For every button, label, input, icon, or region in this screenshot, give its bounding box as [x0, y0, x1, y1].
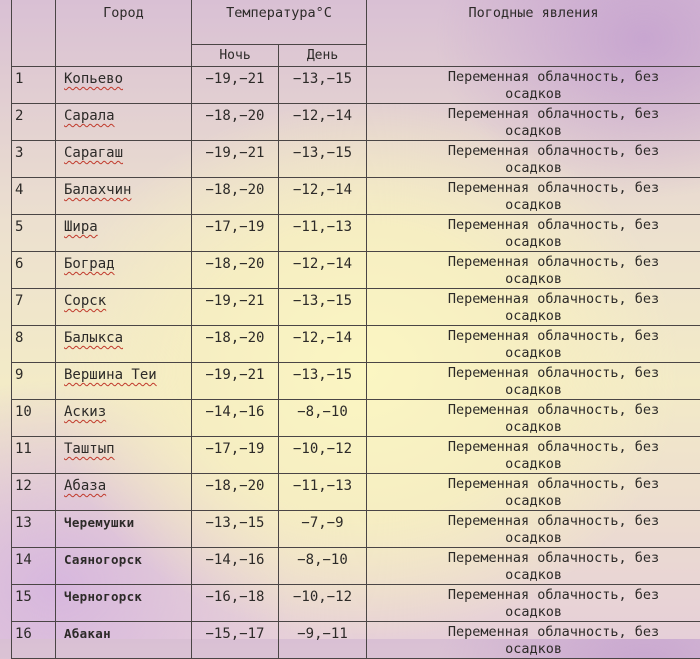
- weather-table: [11, 0, 700, 659]
- city-cell: [56, 141, 192, 178]
- row-number: 14: [12, 548, 56, 585]
- weather-cell: [367, 215, 700, 252]
- city-cell: [56, 437, 192, 474]
- table-row: [12, 326, 700, 363]
- city-cell: [56, 289, 192, 326]
- weather-line-1: Переменная облачность, без: [367, 217, 700, 234]
- city-name: Абакан: [64, 626, 111, 641]
- city-name: Балыкса: [64, 330, 123, 346]
- weather-line-2: осадков: [367, 160, 700, 177]
- day-temp: −8,−10: [279, 548, 367, 585]
- city-cell: [56, 622, 192, 659]
- row-number: 8: [12, 326, 56, 363]
- day-temp: −8,−10: [279, 400, 367, 437]
- day-temp: −10,−12: [279, 437, 367, 474]
- row-number: 5: [12, 215, 56, 252]
- phenomena-header-label: Погодные явления: [367, 5, 700, 21]
- night-temp: −14,−16: [192, 548, 279, 585]
- weather-line-1: Переменная облачность, без: [367, 624, 700, 641]
- row-number: 10: [12, 400, 56, 437]
- row-number: 11: [12, 437, 56, 474]
- day-header: День: [279, 45, 367, 67]
- night-temp: −18,−20: [192, 104, 279, 141]
- weather-line-1: Переменная облачность, без: [367, 106, 700, 123]
- night-temp: −15,−17: [192, 622, 279, 659]
- row-number: 13: [12, 511, 56, 548]
- night-temp: −19,−21: [192, 289, 279, 326]
- city-cell: [56, 178, 192, 215]
- weather-line-1: Переменная облачность, без: [367, 254, 700, 271]
- table-row: [12, 289, 700, 326]
- city-cell: [56, 474, 192, 511]
- weather-line-1: Переменная облачность, без: [367, 328, 700, 345]
- weather-cell: [367, 474, 700, 511]
- weather-cell: [367, 511, 700, 548]
- weather-line-2: осадков: [367, 493, 700, 510]
- day-temp: −13,−15: [279, 363, 367, 400]
- city-name: Сарала: [64, 108, 115, 124]
- city-name: Копьево: [64, 71, 123, 87]
- table-row: [12, 104, 700, 141]
- night-temp: −19,−21: [192, 141, 279, 178]
- table-row: [12, 511, 700, 548]
- city-cell: [56, 511, 192, 548]
- day-temp: −10,−12: [279, 585, 367, 622]
- city-cell: [56, 215, 192, 252]
- table-row: [12, 622, 700, 659]
- day-temp: −12,−14: [279, 252, 367, 289]
- row-number: 12: [12, 474, 56, 511]
- city-cell: [56, 104, 192, 141]
- night-temp: −18,−20: [192, 326, 279, 363]
- weather-cell: [367, 178, 700, 215]
- weather-line-1: Переменная облачность, без: [367, 587, 700, 604]
- table-row: [12, 437, 700, 474]
- weather-line-1: Переменная облачность, без: [367, 439, 700, 456]
- table-row: [12, 67, 700, 104]
- weather-cell: [367, 437, 700, 474]
- city-name: Шира: [64, 219, 98, 235]
- weather-line-1: Переменная облачность, без: [367, 69, 700, 86]
- weather-line-1: Переменная облачность, без: [367, 180, 700, 197]
- night-temp: −18,−20: [192, 474, 279, 511]
- weather-line-2: осадков: [367, 123, 700, 140]
- weather-line-1: Переменная облачность, без: [367, 365, 700, 382]
- night-temp: −19,−21: [192, 363, 279, 400]
- row-number: 4: [12, 178, 56, 215]
- table-row: [12, 215, 700, 252]
- table-row: [12, 474, 700, 511]
- weather-cell: [367, 548, 700, 585]
- header-row: [12, 0, 700, 45]
- city-cell: [56, 252, 192, 289]
- weather-line-2: осадков: [367, 604, 700, 621]
- weather-line-2: осадков: [367, 456, 700, 473]
- temperature-header-label: Температура°С: [192, 5, 366, 21]
- weather-line-2: осадков: [367, 345, 700, 362]
- night-temp: −17,−19: [192, 437, 279, 474]
- night-temp: −13,−15: [192, 511, 279, 548]
- weather-cell: [367, 289, 700, 326]
- table-row: [12, 400, 700, 437]
- day-temp: −11,−13: [279, 215, 367, 252]
- city-cell: [56, 326, 192, 363]
- night-temp: −17,−19: [192, 215, 279, 252]
- table-body: [12, 67, 700, 659]
- table-row: [12, 548, 700, 585]
- table-row: [12, 178, 700, 215]
- weather-line-1: Переменная облачность, без: [367, 143, 700, 160]
- weather-line-2: осадков: [367, 197, 700, 214]
- city-name: Абаза: [64, 478, 106, 494]
- row-number: 1: [12, 67, 56, 104]
- city-name: Сорск: [64, 293, 106, 309]
- city-header: [56, 0, 192, 67]
- day-temp: −7,−9: [279, 511, 367, 548]
- city-cell: [56, 548, 192, 585]
- weather-line-2: осадков: [367, 567, 700, 584]
- day-temp: −12,−14: [279, 326, 367, 363]
- weather-cell: [367, 141, 700, 178]
- weather-line-1: Переменная облачность, без: [367, 291, 700, 308]
- weather-cell: [367, 622, 700, 659]
- city-cell: [56, 585, 192, 622]
- day-temp: −13,−15: [279, 289, 367, 326]
- day-temp: −9,−11: [279, 622, 367, 659]
- weather-cell: [367, 326, 700, 363]
- weather-line-2: осадков: [367, 641, 700, 658]
- weather-line-1: Переменная облачность, без: [367, 402, 700, 419]
- night-temp: −14,−16: [192, 400, 279, 437]
- temperature-header: [192, 0, 367, 45]
- night-temp: −16,−18: [192, 585, 279, 622]
- day-temp: −13,−15: [279, 67, 367, 104]
- day-temp: −11,−13: [279, 474, 367, 511]
- city-header-label: Город: [56, 5, 191, 21]
- weather-line-2: осадков: [367, 271, 700, 288]
- weather-cell: [367, 104, 700, 141]
- phenomena-header: [367, 0, 700, 67]
- row-number: 3: [12, 141, 56, 178]
- city-cell: [56, 400, 192, 437]
- weather-cell: [367, 400, 700, 437]
- weather-cell: [367, 363, 700, 400]
- table-row: [12, 363, 700, 400]
- city-name: Черногорск: [64, 589, 142, 604]
- weather-cell: [367, 585, 700, 622]
- city-name: Таштып: [64, 441, 115, 457]
- weather-line-1: Переменная облачность, без: [367, 513, 700, 530]
- weather-line-1: Переменная облачность, без: [367, 476, 700, 493]
- night-header: Ночь: [192, 45, 279, 67]
- row-number: 7: [12, 289, 56, 326]
- city-name: Черемушки: [64, 515, 134, 530]
- weather-line-1: Переменная облачность, без: [367, 550, 700, 567]
- day-temp: −12,−14: [279, 104, 367, 141]
- city-name: Балахчин: [64, 182, 131, 198]
- table-row: [12, 585, 700, 622]
- city-cell: [56, 67, 192, 104]
- city-name: Саяногорск: [64, 552, 142, 567]
- table-row: [12, 252, 700, 289]
- day-temp: −12,−14: [279, 178, 367, 215]
- number-header: [12, 0, 56, 67]
- weather-line-2: осадков: [367, 234, 700, 251]
- row-number: 15: [12, 585, 56, 622]
- row-number: 16: [12, 622, 56, 659]
- city-name: Аскиз: [64, 404, 106, 420]
- city-cell: [56, 363, 192, 400]
- weather-line-2: осадков: [367, 86, 700, 103]
- city-name: Боград: [64, 256, 115, 272]
- weather-line-2: осадков: [367, 308, 700, 325]
- city-name: Вершина Теи: [64, 367, 157, 383]
- city-name: Сарагаш: [64, 145, 123, 161]
- weather-line-2: осадков: [367, 382, 700, 399]
- night-temp: −19,−21: [192, 67, 279, 104]
- night-temp: −18,−20: [192, 252, 279, 289]
- row-number: 9: [12, 363, 56, 400]
- table-row: [12, 141, 700, 178]
- weather-line-2: осадков: [367, 530, 700, 547]
- weather-line-2: осадков: [367, 419, 700, 436]
- day-temp: −13,−15: [279, 141, 367, 178]
- row-number: 2: [12, 104, 56, 141]
- weather-cell: [367, 67, 700, 104]
- row-number: 6: [12, 252, 56, 289]
- weather-cell: [367, 252, 700, 289]
- night-temp: −18,−20: [192, 178, 279, 215]
